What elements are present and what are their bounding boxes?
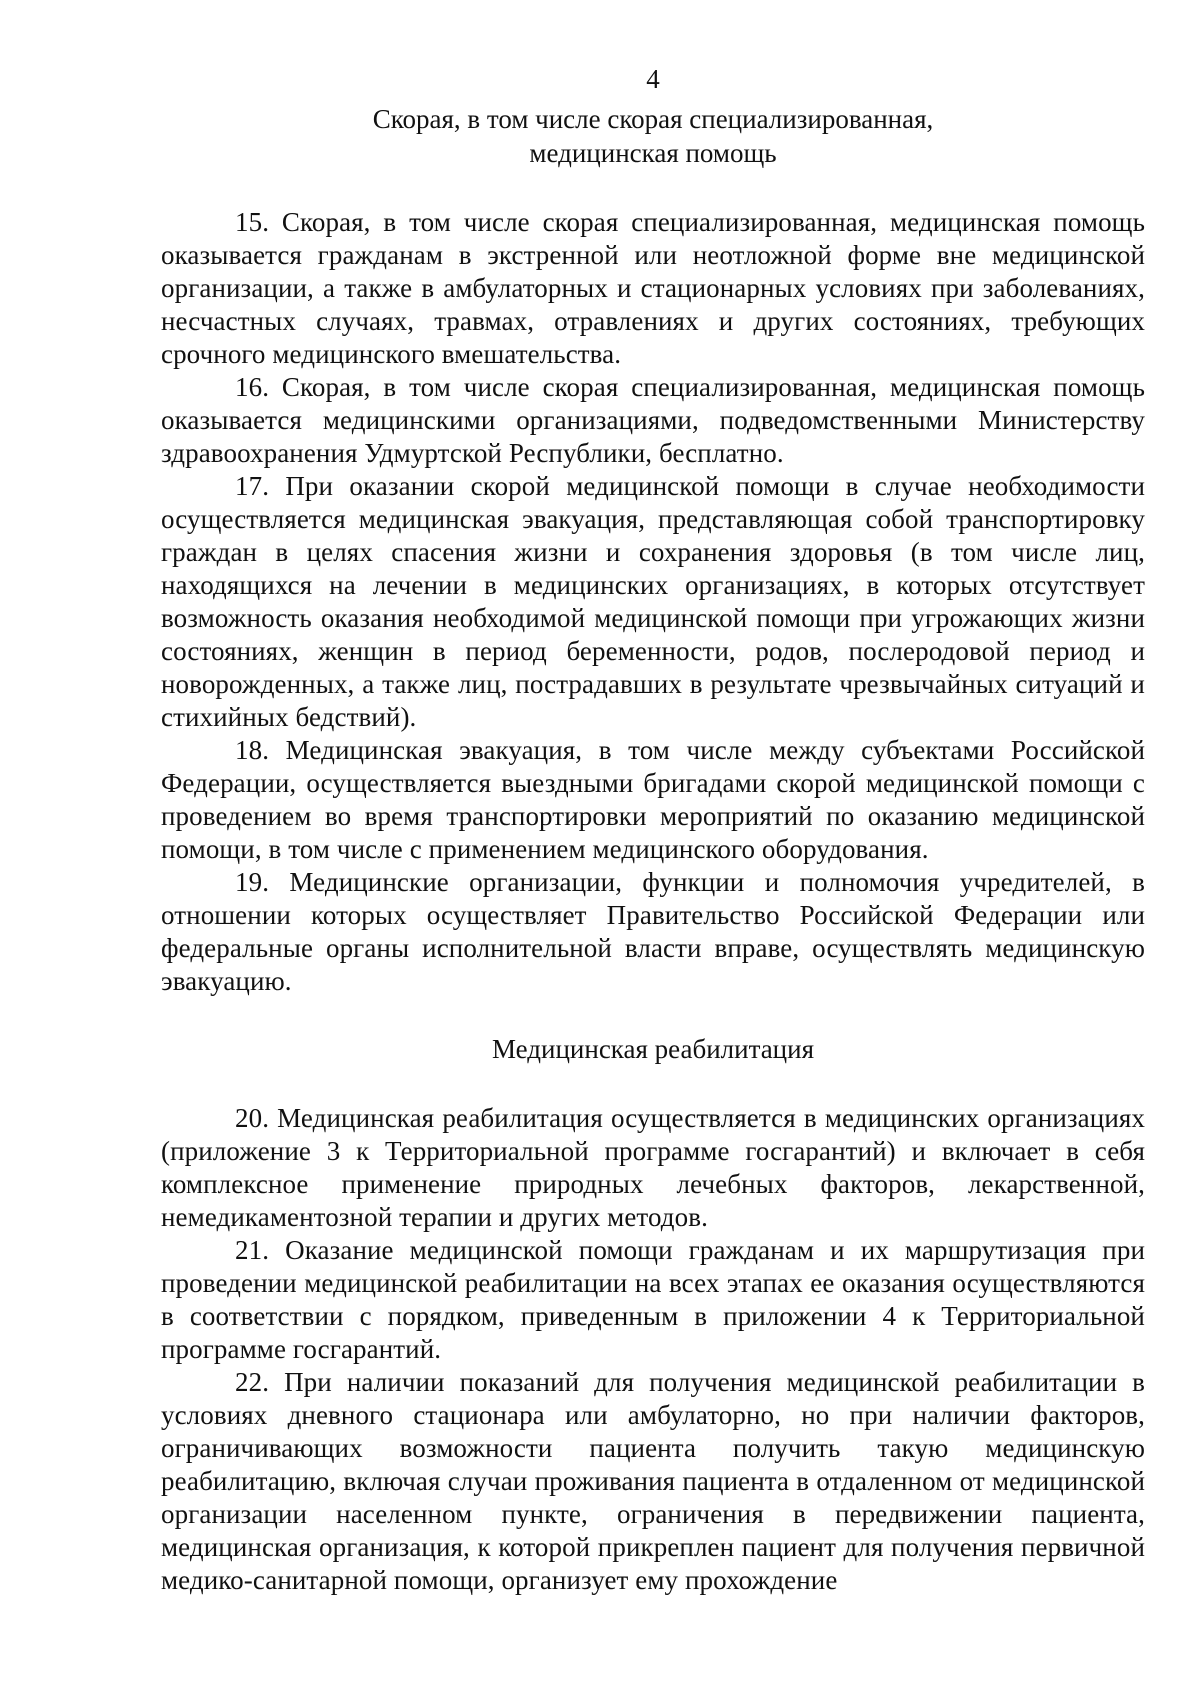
- section-heading-line: Скорая, в том числе скорая специализированная,: [372, 104, 934, 134]
- paragraph-22: 22. При наличии показаний для получения медицинской реабилитации в условиях дневного стационара или амбулаторно, но при наличии факторов, ограничивающих возможности пациента получить такую медицинскую реабилитацию, включая случаи проживания пациента в отдаленном от медицинской организации населенном пункте, ограничения в передвижении пациента, медицинская организация, к которой прикреплен пациент для получения первичной медико-санитарной помощи, организует ему прохождение: [161, 1367, 1145, 1595]
- paragraph-19: 19. Медицинские организации, функции и полномочия учредителей, в отношении которых осуществляет Правительство Российской Федерации или федеральные органы исполнительной власти вправе, осуществлять медицинскую эвакуацию.: [161, 867, 1145, 996]
- paragraph-17: 17. При оказании скорой медицинской помощи в случае необходимости осуществляется медицинская эвакуация, представляющая собой транспортировку граждан в целях спасения жизни и сохранения здоровья (в том числе лиц, находящихся на лечении в медицинских организациях, в которых отсутствует возможность оказания необходимой медицинской помощи при угрожающих жизни состояниях, женщин в период беременности, родов, послеродовой период и новорожденных, а также лиц, пострадавших в результате чрезвычайных ситуаций и стихийных бедствий).: [161, 471, 1145, 732]
- page-number: 4: [646, 64, 660, 94]
- paragraph-21: 21. Оказание медицинской помощи гражданам и их маршрутизация при проведении медицинской реабилитации на всех этапах ее оказания осуществляются в соответствии с порядком, приведенным в приложении 4 к Территориальной программе госгарантий.: [161, 1235, 1145, 1364]
- document-page: [161, 62, 1145, 1597]
- section-heading-rehabilitation: Медицинская реабилитация: [492, 1034, 814, 1064]
- section-heading-emergency-care: [161, 102, 1145, 170]
- paragraph-15: 15. Скорая, в том числе скорая специализированная, медицинская помощь оказывается гражданам в экстренной или неотложной форме вне медицинской организации, а также в амбулаторных и стационарных условиях при заболеваниях, несчастных случаях, травмах, отравлениях и других состояниях, требующих срочного медицинского вмешательства.: [161, 207, 1145, 369]
- paragraph-20: 20. Медицинская реабилитация осуществляется в медицинских организациях (приложение 3 к Территориальной программе госгарантий) и включает в себя комплексное применение природных лечебных факторов, лекарственной, немедикаментозной терапии и других методов.: [161, 1103, 1145, 1232]
- section-heading-line: медицинская помощь: [529, 138, 777, 168]
- paragraph-16: 16. Скорая, в том числе скорая специализированная, медицинская помощь оказывается медицинскими организациями, подведомственными Министерству здравоохранения Удмуртской Республики, бесплатно.: [161, 372, 1145, 468]
- paragraph-18: 18. Медицинская эвакуация, в том числе между субъектами Российской Федерации, осуществляется выездными бригадами скорой медицинской помощи с проведением во время транспортировки мероприятий по оказанию медицинской помощи, в том числе с применением медицинского оборудования.: [161, 735, 1145, 864]
